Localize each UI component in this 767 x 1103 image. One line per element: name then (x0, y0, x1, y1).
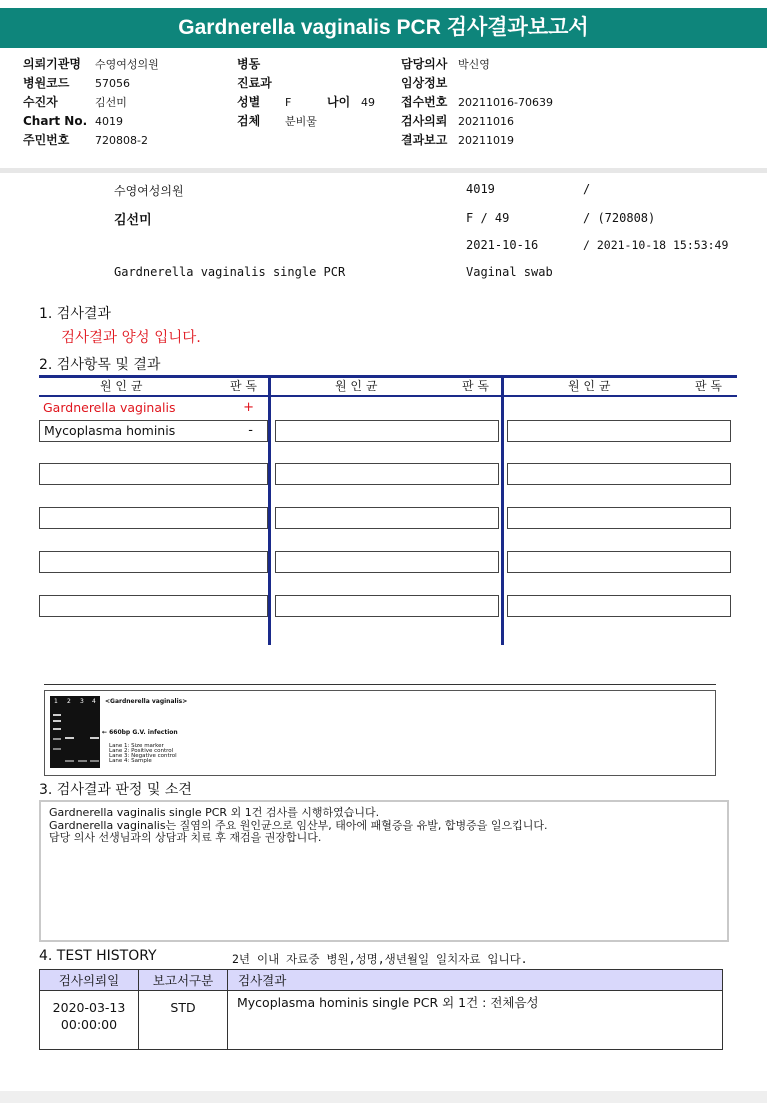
header-field: 담당의사 박신영 (401, 57, 490, 71)
header-right-column (401, 56, 553, 151)
request-date: 2021-10-16 (466, 238, 539, 252)
history-row (40, 991, 723, 1050)
gel-legend-line: Lane 1: Size marker (109, 743, 164, 749)
interpretation-comment-box (39, 800, 729, 942)
pathogen-name: Gardnerella vaginalis (43, 400, 176, 415)
lane-number: 1 (54, 698, 58, 705)
report-header (0, 50, 767, 168)
history-type-cell: STD (139, 991, 228, 1050)
report-datetime: / 2021-10-18 15:53:49 (583, 238, 729, 252)
header-field: 진료과 (237, 76, 272, 90)
primer-band (78, 760, 87, 762)
chart-number: 4019 (466, 182, 495, 196)
empty-cell (507, 420, 731, 442)
judgement-mark: + (243, 400, 254, 415)
result-positive-text: 검사결과 양성 입니다. (61, 330, 201, 346)
grid-top-border (39, 375, 737, 378)
empty-cell (39, 507, 268, 529)
lane-number: 3 (80, 698, 84, 705)
sample-band (90, 737, 99, 739)
history-result-cell: Mycoplasma hominis single PCR 외 1건 : 전체음성 (228, 991, 723, 1050)
gel-electrophoresis-panel (44, 690, 716, 776)
section-3-title: 3. 검사결과 판정 및 소견 (39, 782, 192, 798)
history-date-cell (40, 991, 139, 1050)
section-2-title: 2. 검사항목 및 결과 (39, 357, 161, 373)
header-field: 임상정보 (401, 76, 448, 90)
history-header-date: 검사의뢰일 (40, 970, 139, 991)
gel-legend-line: Lane 3: Negative control (109, 753, 177, 759)
chart-slash: / (583, 182, 591, 196)
empty-cell (507, 551, 731, 573)
comment-line: 담당 의사 선생님과의 상담과 치료 후 재검을 권장합니다. (49, 831, 322, 844)
column-header-judgement: 판 독 (462, 379, 489, 393)
header-field: 성별 F 나이 49 (237, 95, 375, 109)
column-header-pathogen: 원 인 균 (568, 379, 611, 393)
pathogen-name: Mycoplasma hominis (44, 423, 176, 438)
gel-legend-line: Lane 4: Sample (109, 758, 152, 764)
header-field: 주민번호 720808-2 (23, 133, 148, 147)
comment-line: Gardnerella vaginalis는 질염의 주요 원인균으로 임산부, 태아에 패혈증을 유발, 합병증을 일으킵니다. (49, 818, 548, 832)
empty-cell (275, 507, 499, 529)
lane-number: 4 (92, 698, 96, 705)
header-field: Chart No. 4019 (23, 114, 123, 128)
empty-cell (275, 420, 499, 442)
header-field: 접수번호 20211016-70639 (401, 95, 553, 109)
clinic-name: 수영여성의원 (114, 184, 184, 198)
result-row (39, 420, 268, 442)
gel-image (50, 696, 100, 768)
positive-band (65, 737, 74, 739)
header-field: 병원코드 57056 (23, 76, 130, 90)
header-field: 의뢰기관명 수영여성의원 (23, 57, 159, 71)
column-header-judgement: 판 독 (230, 379, 257, 393)
header-mid-column (237, 56, 375, 132)
history-header-result: 검사결과 (228, 970, 723, 991)
history-time: 00:00:00 (60, 1017, 118, 1032)
header-field: 결과보고 20211019 (401, 133, 514, 147)
test-name: Gardnerella vaginalis single PCR (114, 265, 346, 279)
empty-cell (507, 507, 731, 529)
patient-name: 김선미 (114, 213, 152, 228)
marker-band (53, 714, 61, 716)
history-header-row (40, 970, 723, 991)
marker-band (53, 748, 61, 750)
grid-column-divider (268, 375, 271, 645)
empty-cell (507, 595, 731, 617)
result-row-positive (39, 398, 268, 420)
empty-cell (275, 463, 499, 485)
header-field: 병동 (237, 57, 261, 71)
primer-band (65, 760, 74, 762)
empty-cell (275, 551, 499, 573)
page-bottom-band (0, 1091, 767, 1103)
header-separator (0, 168, 767, 173)
history-date: 2020-03-13 (52, 1000, 126, 1015)
lane-number: 2 (67, 698, 71, 705)
marker-band (53, 728, 61, 730)
empty-cell (507, 463, 731, 485)
empty-cell (39, 463, 268, 485)
column-header-pathogen: 원 인 균 (100, 379, 143, 393)
empty-cell (39, 551, 268, 573)
empty-cell (275, 595, 499, 617)
history-header-type: 보고서구분 (139, 970, 228, 991)
primer-band (90, 760, 99, 762)
specimen-type: Vaginal swab (466, 265, 553, 279)
grid-column-divider (501, 375, 504, 645)
gel-top-rule (44, 684, 716, 685)
empty-cell (39, 595, 268, 617)
header-left-column (23, 56, 159, 151)
header-field: 검사의뢰 20211016 (401, 114, 514, 128)
history-note: 2년 이내 자료중 병원,성명,생년월일 일치자료 입니다. (232, 952, 528, 966)
column-header-judgement: 판 독 (695, 379, 722, 393)
judgement-mark: - (248, 423, 253, 438)
gel-legend-line: Lane 2: Positive control (109, 748, 174, 754)
gel-title: <Gardnerella vaginalis> (105, 698, 188, 705)
report-title: Gardnerella vaginalis PCR 검사결과보고서 (0, 8, 767, 48)
column-header-pathogen: 원 인 균 (335, 379, 378, 393)
section-1-title: 1. 검사결과 (39, 306, 111, 322)
section-4-title: 4. TEST HISTORY (39, 948, 157, 964)
header-field: 수진자 김선미 (23, 95, 127, 109)
marker-band (53, 738, 61, 740)
comment-line: Gardnerella vaginalis single PCR 외 1건 검사를 시행하였습니다. (49, 806, 380, 819)
sex-age: F / 49 (466, 211, 510, 225)
gel-band-label: ← 660bp G.V. infection (102, 729, 178, 736)
grid-header-border (39, 395, 737, 397)
header-field: 검체 분비물 (237, 114, 317, 128)
history-table (39, 969, 723, 1050)
marker-band (53, 720, 61, 722)
birth-date: / (720808) (583, 211, 656, 225)
